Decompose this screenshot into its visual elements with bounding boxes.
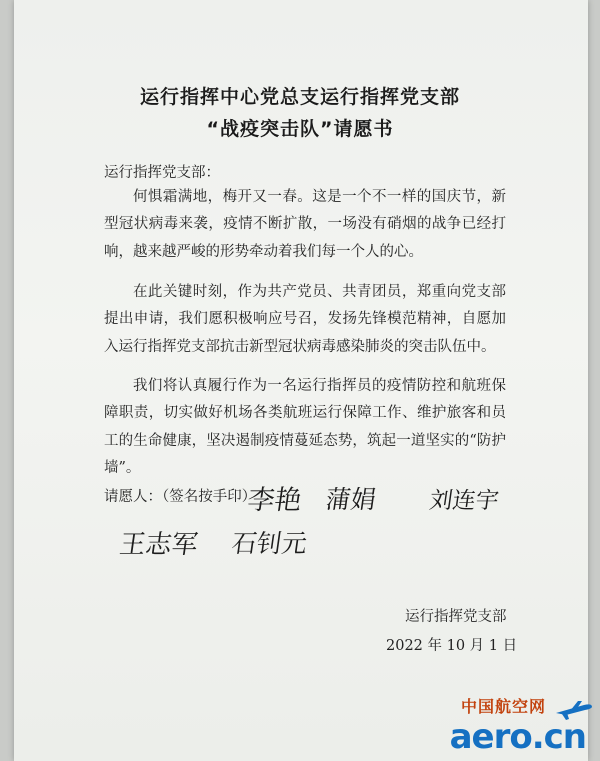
signature-2: 蒲娟 [323, 485, 378, 514]
signature-3: 刘连宇 [427, 488, 501, 514]
paragraph-2: 在此关键时刻，作为共产党员、共青团员，郑重向党支部提出申请，我们愿积极响应号召，发扬先锋模范精神，自愿加入运行指挥党支部抗击新型冠状病毒感染肺炎的突击队伍中。 [104, 284, 506, 355]
watermark-chinese: 中国航空网 [460, 697, 546, 716]
signatories-label: 请愿人：（签名按手印） [104, 489, 257, 505]
watermark-domain: aero.cn [449, 717, 586, 757]
signature-4: 王志军 [117, 530, 200, 560]
paragraph-3: 我们将认真履行作为一名运行指挥员的疫情防控和航班保障职责，切实做好机场各类航班运行保障工作、维护旅客和员工的生命健康，坚决遏制疫情蔓延态势，筑起一道坚实的“防护墙”。 [104, 378, 506, 476]
document-title-line1: 运行指挥中心党总支运行指挥党支部 [139, 86, 460, 108]
paragraph-1: 何惧霜满地，梅开又一春。这是一个不一样的国庆节，新型冠状病毒来袭，疫情不断扩散，一场没有硝烟的战争已经打响，越来越严峻的形势牵动着我们每一个人的心。 [104, 189, 506, 260]
signature-5: 石钊元 [229, 529, 309, 558]
signature-1: 李艳 [245, 485, 304, 516]
document-title-line2: “战疫突击队”请愿书 [206, 118, 394, 140]
salutation: 运行指挥党支部： [104, 165, 220, 181]
issuing-organization: 运行指挥党支部 [405, 609, 507, 625]
document-date: 2022 年 10 月 1 日 [386, 638, 518, 654]
